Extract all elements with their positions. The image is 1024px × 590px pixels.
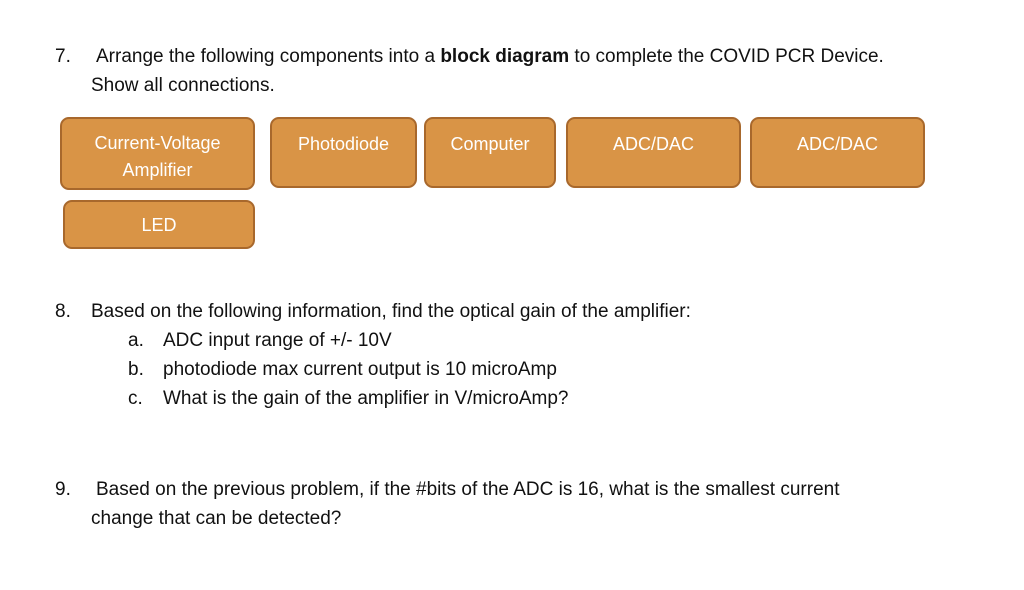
block-label: ADC/DAC xyxy=(612,134,694,154)
block-label-line-2: Amplifier xyxy=(122,160,193,180)
question-8-item-b-letter: b. xyxy=(128,359,144,380)
question-8-item-c-text: What is the gain of the amplifier in V/microAmp? xyxy=(163,388,569,409)
block-adc-dac-1[interactable] xyxy=(566,117,741,188)
block-photodiode[interactable] xyxy=(270,117,417,188)
block-computer[interactable] xyxy=(424,117,556,188)
question-7-text-bold: block diagram xyxy=(440,46,570,67)
block-label: LED xyxy=(141,215,177,235)
question-9-line-2: change that can be detected? xyxy=(91,508,342,529)
block-label-line-1: Current-Voltage xyxy=(94,133,221,153)
question-9-line-1: Based on the previous problem, if the #bits of the ADC is 16, what is the smallest current xyxy=(96,479,840,500)
question-8-text: Based on the following information, find the optical gain of the amplifier: xyxy=(91,301,691,322)
block-adc-dac-2[interactable] xyxy=(750,117,925,188)
question-9-number: 9. xyxy=(55,479,71,500)
question-7-number: 7. xyxy=(55,46,71,67)
question-8-number: 8. xyxy=(55,301,71,322)
question-7-line-1 xyxy=(96,46,884,68)
block-current-voltage-amplifier[interactable] xyxy=(60,117,255,190)
question-7-line-2: Show all connections. xyxy=(91,75,275,96)
question-8-item-b-text: photodiode max current output is 10 microAmp xyxy=(163,359,557,380)
question-7-text-pre: Arrange the following components into a xyxy=(96,46,441,67)
question-8-item-a-letter: a. xyxy=(128,330,144,351)
question-8-item-a-text: ADC input range of +/- 10V xyxy=(163,330,392,351)
block-led[interactable] xyxy=(63,200,255,249)
block-label: Computer xyxy=(450,134,530,154)
block-label: ADC/DAC xyxy=(796,134,878,154)
question-7-text-post: to complete the COVID PCR Device. xyxy=(569,46,884,67)
block-label: Photodiode xyxy=(297,134,390,154)
question-8-item-c-letter: c. xyxy=(128,388,143,409)
